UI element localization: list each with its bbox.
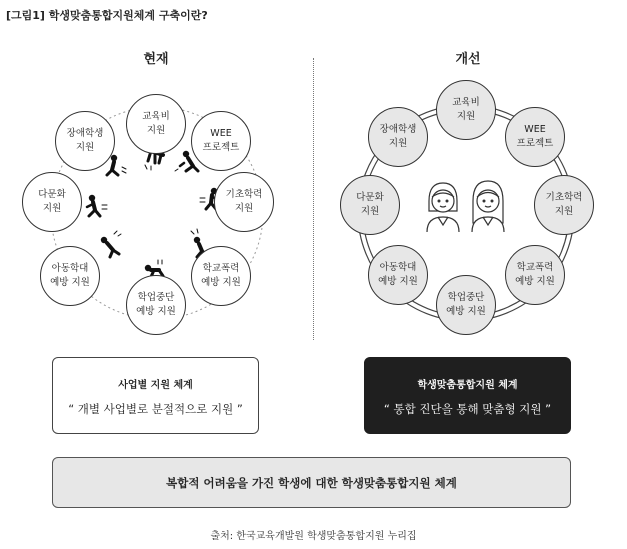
source-caption: 출처: 한국교육개발원 학생맞춤통합지원 누리집 [210, 531, 417, 542]
improved-circle-school-violence: 학교폭력 예방 지원 [505, 245, 565, 305]
current-heading: 현재 [143, 52, 169, 67]
improved-circle-multicultural: 다문화 지원 [340, 175, 400, 235]
current-circle-basic-skills: 기초학력 지원 [214, 172, 274, 232]
improved-box-quote: “ 통합 진단을 통해 맞춤형 지원 ” [383, 402, 552, 416]
current-circle-wee: WEE 프로젝트 [191, 111, 251, 171]
improved-box-title: 학생맞춤통합지원 체계 [417, 380, 518, 391]
figure-title: [그림1] 학생맞춤통합지원체계 구축이란? [6, 9, 208, 22]
current-box-title: 사업별 지원 체계 [118, 380, 193, 391]
runner-icon [107, 155, 126, 175]
improved-circle-wee: WEE 프로젝트 [505, 107, 565, 167]
current-circle-multicultural: 다문화 지원 [22, 172, 82, 232]
improved-circle-dropout: 학업중단 예방 지원 [436, 275, 496, 335]
runner-icon [87, 195, 107, 216]
improved-system-box [364, 357, 571, 434]
current-circle-school-violence: 학교폭력 예방 지원 [191, 246, 251, 306]
current-circle-education-cost: 교육비 지원 [126, 94, 186, 154]
current-box-quote: “ 개별 사업별로 분절적으로 지원 ” [68, 402, 243, 416]
improved-circle-disabled: 장애학생 지원 [368, 107, 428, 167]
improved-circle-child-abuse: 아동학대 예방 지원 [368, 245, 428, 305]
improved-circle-education-cost: 교육비 지원 [436, 80, 496, 140]
current-circle-dropout: 학업중단 예방 지원 [126, 275, 186, 335]
current-system-box [52, 357, 259, 434]
improved-circle-basic-skills: 기초학력 지원 [534, 175, 594, 235]
students-icon [427, 181, 504, 232]
current-circle-child-abuse: 아동학대 예방 지원 [40, 246, 100, 306]
summary-banner: 복합적 어려움을 가진 학생에 대한 학생맞춤통합지원 체계 [52, 457, 571, 508]
improved-heading: 개선 [455, 52, 481, 67]
runner-icon [101, 231, 121, 257]
current-circle-disabled: 장애학생 지원 [55, 111, 115, 171]
